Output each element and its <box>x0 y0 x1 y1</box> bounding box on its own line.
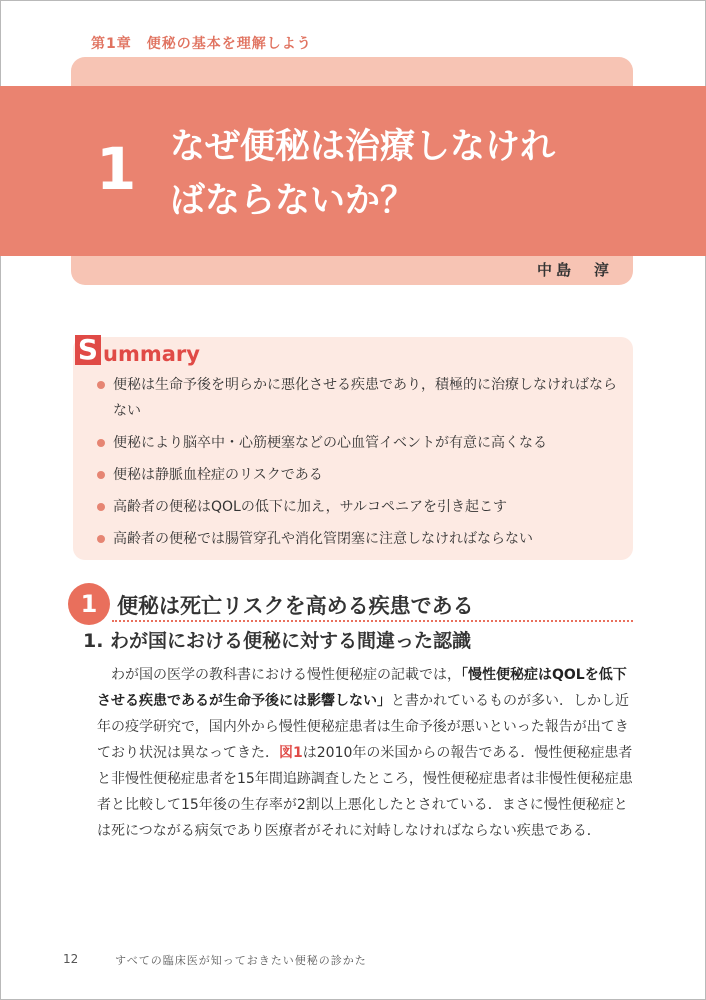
summary-item <box>97 494 627 520</box>
page-title-line1: なぜ便秘は治療しなけれ <box>170 127 556 167</box>
subsection-title: 1. わが国における便秘に対する間違った認識 <box>83 630 472 652</box>
summary-item-text: 便秘は生命予後を明らかに悪化させる疾患であり，積極的に治療しなければならない <box>113 377 617 419</box>
summary-item-text: 高齢者の便秘では腸管穿孔や消化管閉塞に注意しなければならない <box>113 531 533 547</box>
summary-heading-initial: S <box>75 335 101 365</box>
summary-heading-rest: ummary <box>103 342 200 366</box>
bullet-icon <box>97 381 105 389</box>
bullet-icon <box>97 503 105 511</box>
title-number: 1 <box>96 135 137 203</box>
summary-item-text: 便秘により脳卒中・心筋梗塞などの心血管イベントが有意に高くなる <box>113 435 547 451</box>
author-name: 中島 淳 <box>536 261 613 279</box>
page-number: 12 <box>63 952 79 966</box>
summary-item-text: 高齢者の便秘はQOLの低下に加え，サルコペニアを引き起こす <box>113 499 507 515</box>
bullet-icon <box>97 535 105 543</box>
page-title <box>170 120 630 228</box>
bullet-icon <box>97 439 105 447</box>
section-number-badge: 1 <box>68 583 110 625</box>
summary-item <box>97 462 627 488</box>
chapter-label: 第1章 便秘の基本を理解しよう <box>91 36 312 52</box>
summary-item <box>97 430 627 456</box>
summary-item-text: 便秘は静脈血栓症のリスクである <box>113 467 323 483</box>
body-text-part3: は2010年の米国からの報告である．慢性便秘症患者と非慢性便秘症患者を15年間追跡調査したところ，慢性便秘症患者は非慢性便秘症患者と比較して15年後の生存率が2割以上悪化したとされている．まさに慢性便秘症とは死につながる病気であり医療者がそれに対峙しなければならない疾患である． <box>97 745 633 839</box>
body-bold-quote: 「慢性便秘症はQOLを低下させる疾患であるが生命予後には影響しない」 <box>97 667 627 709</box>
section-divider <box>112 620 633 622</box>
body-text-part1: わが国の医学の教科書における慢性便秘症の記載では， <box>111 667 461 683</box>
bullet-icon <box>97 471 105 479</box>
summary-item <box>97 526 627 552</box>
summary-item <box>97 372 627 424</box>
summary-list <box>97 372 627 558</box>
book-title: すべての臨床医が知っておきたい便秘の診かた <box>115 954 367 967</box>
page-title-line2: ばならないか？ <box>170 181 416 221</box>
body-text-part2: と書かれているものが多い．しかし近年の疫学研究で，国内外から慢性便秘症患者は生命予後が悪いといった報告が出てきており状況は異なってきた． <box>97 693 629 761</box>
figure-reference-link[interactable]: 図1 <box>279 745 303 761</box>
section-title: 便秘は死亡リスクを高める疾患である <box>117 594 474 618</box>
summary-heading <box>75 331 200 365</box>
body-paragraph <box>97 662 635 844</box>
